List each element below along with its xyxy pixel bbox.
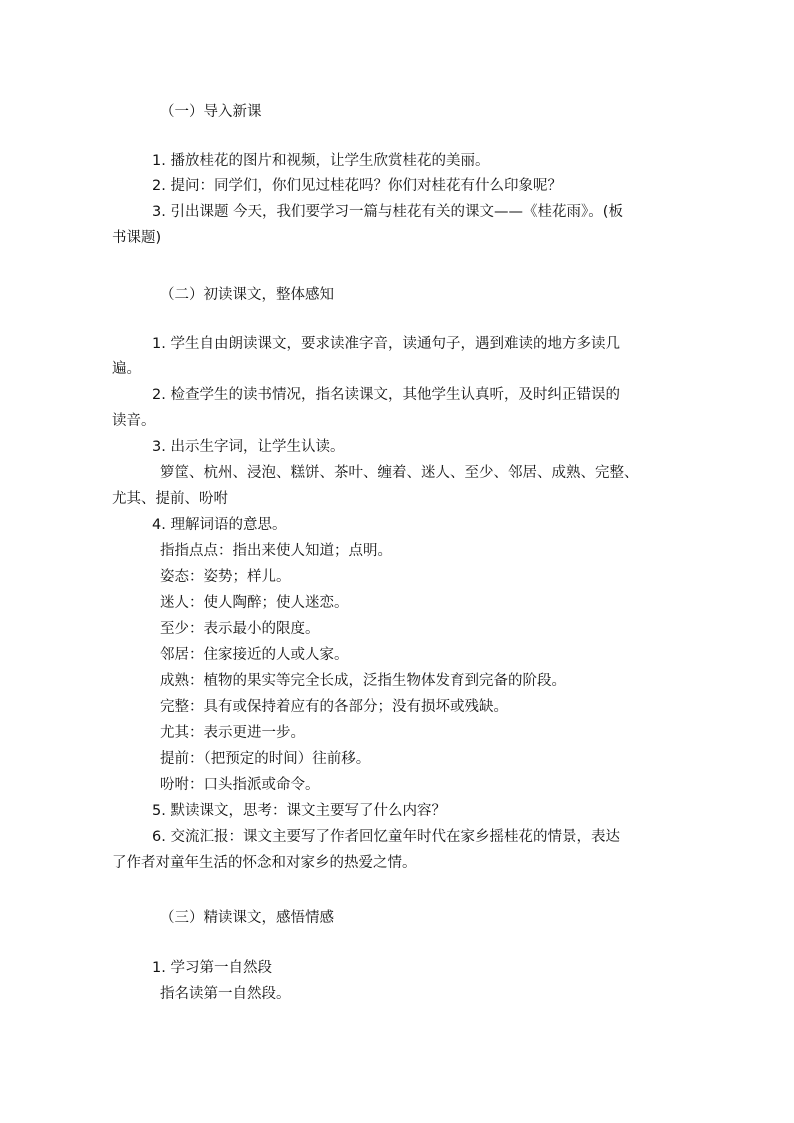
section-heading-close-reading: （三）精读课文，感悟情感 [160, 910, 334, 926]
paragraph-line: 5. 默读课文，思考：课文主要写了什么内容？ [152, 803, 446, 819]
paragraph-line: 2. 提问：同学们，你们见过桂花吗？你们对桂花有什么印象呢？ [152, 178, 562, 194]
paragraph-line: 3. 出示生字词，让学生认读。 [152, 439, 345, 455]
vocabulary-line: 尤其、提前、吩咐 [112, 491, 228, 507]
paragraph-line: 读音。 [112, 413, 156, 429]
definition-line: 尤其：表示更进一步。 [160, 725, 305, 741]
paragraph-line: 遍。 [112, 361, 141, 377]
section-heading-intro: （一）导入新课 [160, 104, 262, 120]
paragraph-line: 指名读第一自然段。 [160, 986, 291, 1002]
section-heading-first-reading: （二）初读课文，整体感知 [160, 287, 334, 303]
definition-line: 完整：具有或保持着应有的各部分；没有损坏或残缺。 [160, 699, 508, 715]
definition-line: 至少：表示最小的限度。 [160, 621, 320, 637]
paragraph-line: 书课题) [112, 230, 162, 246]
definition-line: 邻居：住家接近的人或人家。 [160, 647, 349, 663]
paragraph-line: 1. 学生自由朗读课文，要求读准字音，读通句子，遇到难读的地方多读几 [152, 336, 620, 352]
definition-line: 指指点点：指出来使人知道；点明。 [160, 543, 392, 559]
definition-line: 迷人：使人陶醉；使人迷恋。 [160, 595, 349, 611]
vocabulary-line: 箩筐、杭州、浸泡、糕饼、茶叶、缠着、迷人、至少、邻居、成熟、完整、 [160, 465, 639, 481]
definition-line: 姿态：姿势；样儿。 [160, 569, 291, 585]
paragraph-line: 3. 引出课题 今天，我们要学习一篇与桂花有关的课文——《桂花雨》。(板 [152, 204, 623, 220]
paragraph-line: 1. 播放桂花的图片和视频，让学生欣赏桂花的美丽。 [152, 153, 490, 169]
paragraph-line: 了作者对童年生活的怀念和对家乡的热爱之情。 [112, 855, 417, 871]
paragraph-line: 6. 交流汇报：课文主要写了作者回忆童年时代在家乡摇桂花的情景，表达 [152, 829, 620, 845]
definition-line: 成熟：植物的果实等完全长成，泛指生物体发育到完备的阶段。 [160, 673, 566, 689]
paragraph-line: 2. 检查学生的读书情况，指名读课文，其他学生认真听，及时纠正错误的 [152, 387, 620, 403]
paragraph-line: 4. 理解词语的意思。 [152, 517, 287, 533]
definition-line: 吩咐：口头指派或命令。 [160, 777, 320, 793]
paragraph-line: 1. 学习第一自然段 [152, 960, 272, 976]
definition-line: 提前：（把预定的时间）往前移。 [160, 751, 371, 767]
